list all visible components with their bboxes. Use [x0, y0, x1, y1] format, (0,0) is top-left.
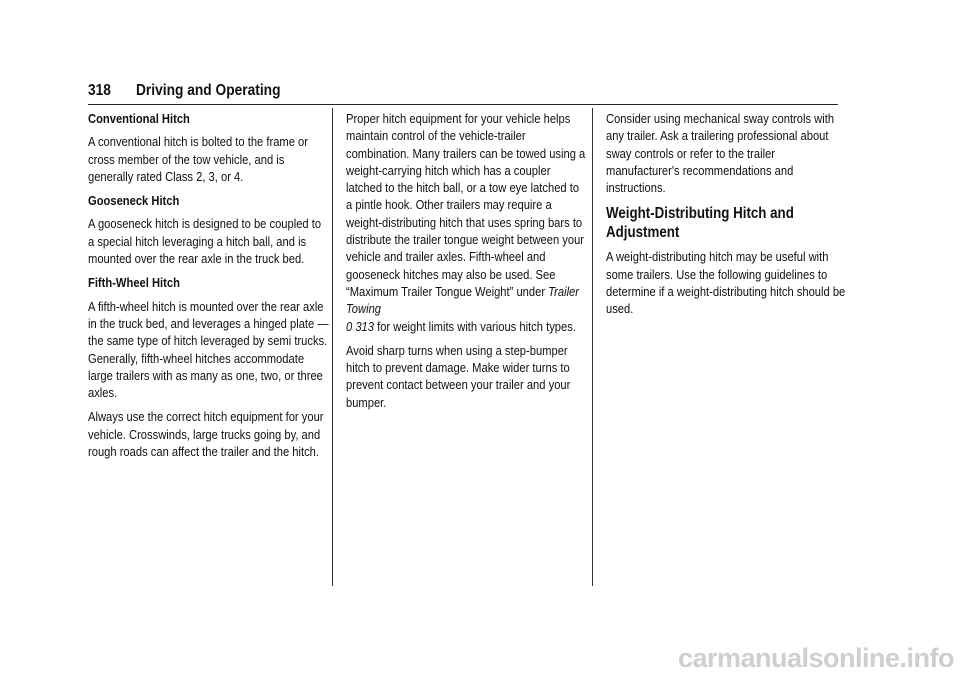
column-middle [346, 110, 588, 418]
paragraph-text: Proper hitch equipment for your vehicle helps maintain control of the vehicle-trailer combination. Many trailers can be towed using a weight-carrying hitch which has a coupler latched to the hitch ball, or a tow eye latched to a pintle hook. Other trailers may require a weight-distributing hitch that uses spring bars to distribute the trailer tongue weight between your vehicle and trailer axles. Fifth-wheel and gooseneck hitches may also be used. See “Maximum Trailer Tongue Weight” under [346, 111, 586, 299]
column-divider [332, 108, 333, 586]
section-heading: Weight-Distributing Hitch and Adjustment [606, 205, 794, 242]
paragraph-text: for weight limits with various hitch types. [373, 318, 576, 334]
column-right [606, 110, 848, 325]
subheading-gooseneck-hitch: Gooseneck Hitch [88, 193, 180, 209]
paragraph-hitch-equipment [346, 110, 588, 335]
page-reference[interactable]: 0 313 [346, 318, 374, 334]
paragraph: Always use the correct hitch equipment for your vehicle. Crosswinds, large trucks going by, and rough roads can affect the trailer and the hitch. [88, 409, 324, 460]
paragraph: A gooseneck hitch is designed to be coupled to a special hitch leveraging a hitch ball, and is mounted over the rear axle in the truck bed. [88, 216, 322, 267]
column-divider [592, 108, 593, 586]
column-left [88, 110, 330, 467]
watermark: carmanualsonline.info [677, 643, 954, 673]
paragraph: Avoid sharp turns when using a step-bumper hitch to prevent damage. Make wider turns to prevent contact between your trailer and your bumper. [346, 342, 571, 410]
cross-reference-link[interactable]: Trailer Towing [346, 283, 580, 317]
paragraph: A weight-distributing hitch may be useful with some trailers. Use the following guidelines to determine if a weight-distributing hitch should be used. [606, 249, 846, 317]
subheading-fifth-wheel-hitch: Fifth-Wheel Hitch [88, 275, 180, 291]
page-header [88, 82, 838, 105]
subheading-conventional-hitch: Conventional Hitch [88, 111, 190, 126]
paragraph: A fifth-wheel hitch is mounted over the rear axle in the truck bed, and leverages a hinged plate — the same type of hitch leveraged by semi trucks. Generally, fifth-wheel hitches accommodate large trailers with as many as one, two, or three axles. [88, 298, 329, 401]
paragraph: A conventional hitch is bolted to the frame or cross member of the tow vehicle, and is generally rated Class 2, 3, or 4. [88, 134, 309, 184]
paragraph: Consider using mechanical sway controls with any trailer. Ask a trailering professional about sway controls or refer to the trailer manufacturer's recommendations and instructions. [606, 111, 835, 196]
page-number: 318 [88, 82, 111, 99]
section-title: Driving and Operating [136, 82, 281, 99]
